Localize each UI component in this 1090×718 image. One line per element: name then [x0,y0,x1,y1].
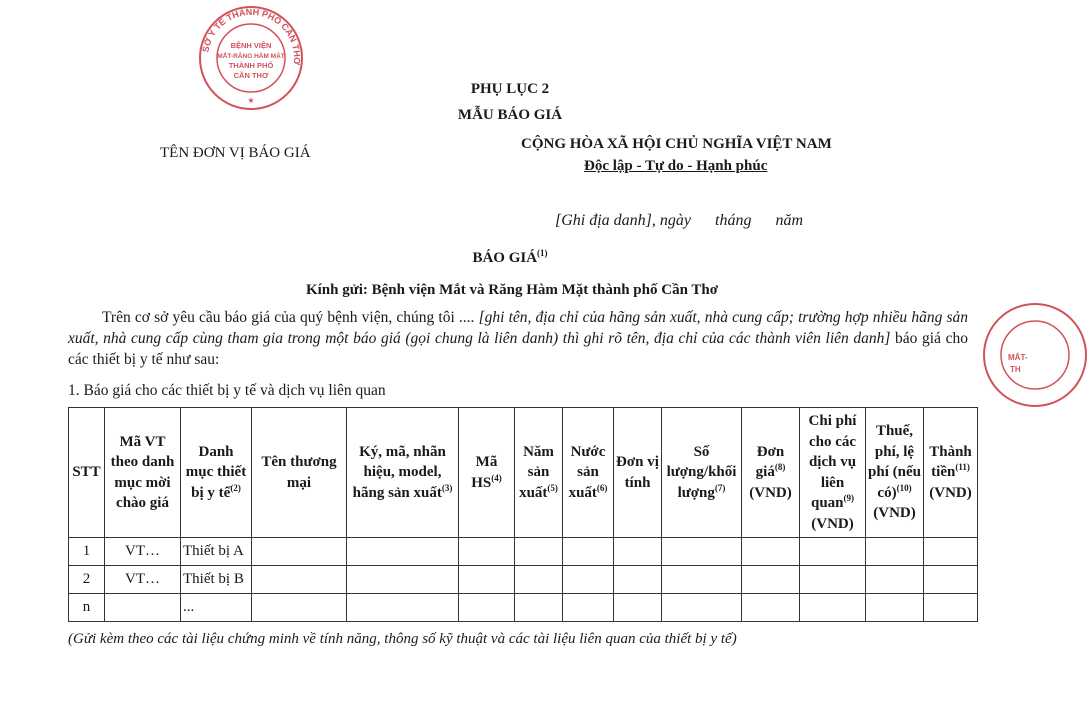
column-header: Đơn giá$^{(8)}$ (VND) [742,408,800,538]
hospital-stamp [197,4,305,112]
quote-table [68,407,978,622]
table-cell [800,538,866,566]
svg-text:★: ★ [247,96,255,105]
section-heading: 1. Báo giá cho các thiết bị y tế và dịch vụ liên quan [68,382,386,399]
table-cell [742,594,800,622]
motto: Độc lập - Tự do - Hạnh phúc [584,158,768,174]
table-cell: VT… [105,538,181,566]
table-row [69,538,978,566]
column-header: Nước sản xuất$^{(6)}$ [563,408,614,538]
column-header: Số lượng/khối lượng$^{(7)}$ [662,408,742,538]
column-header: Năm sản xuất$^{(5)}$ [515,408,563,538]
document-title: BÁO GIÁ$^{(1)}$ [472,248,548,266]
date-line: [Ghi địa danh], ngày tháng năm [555,212,803,229]
svg-text:TH: TH [1010,365,1021,374]
footnote: (Gửi kèm theo các tài liệu chứng minh về tính năng, thông số kỹ thuật và các tài liệu liên quan của thiết bị y tế) [68,631,737,647]
table-row [69,566,978,594]
table-cell [515,538,563,566]
column-header: Danh mục thiết bị y tế$^{(2)}$ [181,408,252,538]
column-header: Đơn vị tính [614,408,662,538]
table-cell: Thiết bị A [181,538,252,566]
table-cell [347,594,459,622]
table-cell [924,566,978,594]
table-cell [563,594,614,622]
table-cell [614,538,662,566]
table-cell [105,594,181,622]
table-cell [614,566,662,594]
table-cell: ... [181,594,252,622]
table-cell: Thiết bị B [181,566,252,594]
column-header: Ký, mã, nhãn hiệu, model, hãng sản xuất$^{(3)}$ [347,408,459,538]
form-title: MẪU BÁO GIÁ [457,107,563,123]
table-cell [866,566,924,594]
table-cell: 2 [69,566,105,594]
table-cell [252,566,347,594]
table-cell [515,566,563,594]
column-header: Chi phí cho các dịch vụ liên quan$^{(9)}$ (VND) [800,408,866,538]
table-cell [662,538,742,566]
column-header: Thuế, phí, lệ phí (nếu có)$^{(10)}$ (VND) [866,408,924,538]
table-cell [347,538,459,566]
table-cell [252,538,347,566]
table-cell [742,566,800,594]
svg-text:MẮT-: MẮT- [1008,353,1028,362]
column-header: Tên thương mại [252,408,347,538]
table-cell [563,538,614,566]
stamp-line-3: THÀNH PHỐ [228,61,274,70]
table-cell [866,594,924,622]
column-header: Mã HS$^{(4)}$ [459,408,515,538]
table-cell: VT… [105,566,181,594]
column-header: Thành tiền$^{(11)}$ (VND) [924,408,978,538]
table-row [69,594,978,622]
table-cell [924,538,978,566]
table-cell [252,594,347,622]
recipient-line: Kính gửi: Bệnh viện Mắt và Răng Hàm Mặt thành phố Cần Thơ [305,282,719,298]
table-cell: 1 [69,538,105,566]
stamp-line-2: MẮT-RĂNG HÀM MẶT [217,53,285,60]
table-cell [800,594,866,622]
svg-text:SỞ Y TẾ THÀNH PHỐ CẦN THƠ: SỞ Y TẾ THÀNH PHỐ CẦN THƠ [200,6,303,66]
table-cell [924,594,978,622]
hospital-stamp-partial [980,300,1028,410]
table-cell [459,566,515,594]
stamp-line-4: CẦN THƠ [233,71,269,80]
table-cell [662,566,742,594]
table-cell [459,538,515,566]
unit-label: TÊN ĐƠN VỊ BÁO GIÁ [160,145,311,161]
table-cell [800,566,866,594]
column-header: Mã VT theo danh mục mời chào giá [105,408,181,538]
table-cell [459,594,515,622]
table-header-row [69,408,978,538]
table-cell [347,566,459,594]
table-cell [614,594,662,622]
table-cell [662,594,742,622]
table-cell [515,594,563,622]
table-cell [742,538,800,566]
table-cell: n [69,594,105,622]
intro-paragraph: Trên cơ sở yêu cầu báo giá của quý bệnh viện, chúng tôi .... [ghi tên, địa chỉ của hãng sản xuất, nhà cung cấp; trường hợp nhiều hãng sản xuất, nhà cung cấp cùng tham gia trong một báo giá (gọi chung là liên danh) thì ghi rõ tên, địa chỉ của các thành viên liên danh] báo giá cho các thiết bị y tế như sau: [68,309,969,368]
table-cell [866,538,924,566]
republic-title: CỘNG HÒA XÃ HỘI CHỦ NGHĨA VIỆT NAM [521,136,832,152]
column-header: STT [69,408,105,538]
stamp-line-1: BỆNH VIỆN [230,41,272,50]
appendix-label: PHỤ LỤC 2 [470,81,550,97]
table-cell [563,566,614,594]
